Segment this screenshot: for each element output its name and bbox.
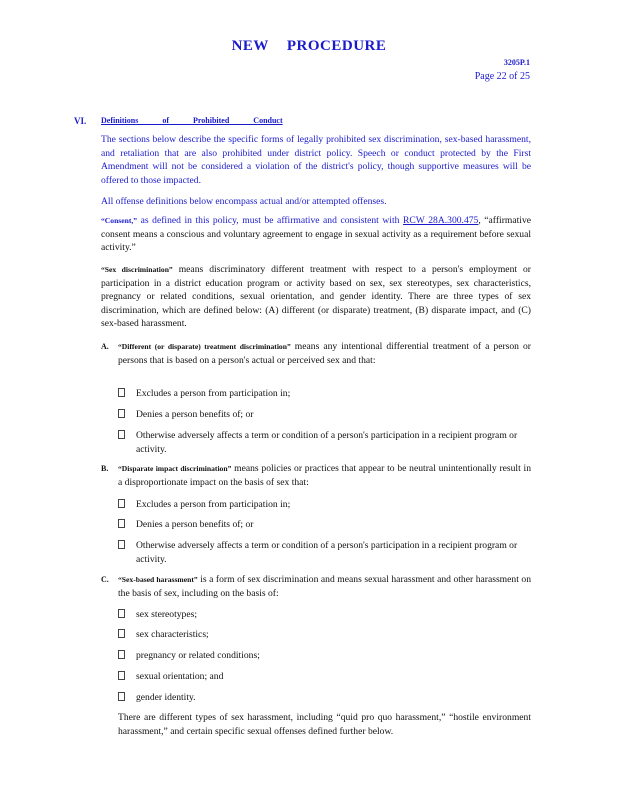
item-b xyxy=(101,462,531,489)
rcw-link[interactable]: RCW 28A.300.475 xyxy=(403,215,479,226)
item-a-label: “Different (or disparate) treatment discrimination” xyxy=(118,342,291,351)
consent-definition xyxy=(101,214,531,255)
item-c-closing: There are different types of sex harassment, including “quid pro quo harassment,” “hostile environment harassment,” and certain specific sexual offenses defined further below. xyxy=(118,712,531,737)
sex-discrimination-definition xyxy=(101,263,531,331)
section-number: VI. xyxy=(74,116,87,126)
consent-text-1: as defined in this policy, must be affirmative and consistent with xyxy=(137,215,403,226)
list-item: gender identity. xyxy=(118,691,531,705)
item-a-letter: A. xyxy=(101,342,109,351)
document-number: 3205P.1 xyxy=(503,58,530,67)
list-item: Excludes a person from participation in; xyxy=(118,387,531,401)
item-c-letter: C. xyxy=(101,575,109,584)
list-item: Otherwise adversely affects a term or condition of a person's participation in a recipient program or activity. xyxy=(118,429,531,456)
bullet-box-icon xyxy=(118,609,125,618)
list-item: pregnancy or related conditions; xyxy=(118,649,531,663)
item-b-text: means policies or practices that appear to be neutral unintentionally result in a disproportionate impact on the basis of sex that: xyxy=(118,463,531,488)
list-item: sex characteristics; xyxy=(118,628,531,642)
item-a xyxy=(101,340,531,367)
bullet-box-icon xyxy=(118,499,125,508)
bullet-box-icon xyxy=(118,540,125,549)
item-c-label: “Sex-based harassment” xyxy=(118,575,198,584)
bullet-box-icon xyxy=(118,430,125,439)
bullet-box-icon xyxy=(118,692,125,701)
bullet-box-icon xyxy=(118,650,125,659)
list-item: Excludes a person from participation in; xyxy=(118,498,531,512)
sex-discrimination-label: “Sex discrimination” xyxy=(101,265,173,274)
item-b-label: “Disparate impact discrimination” xyxy=(118,464,232,473)
item-c xyxy=(101,573,531,600)
section-title: Definitions of Prohibited Conduct xyxy=(101,116,283,125)
item-a-text: means any intentional differential treatment of a person or persons that is based on a person's actual or perceived sex and that: xyxy=(118,341,532,366)
section-intro: The sections below describe the specific forms of legally prohibited sex discrimination, sex-based harassment, and retaliation that are also prohibited under district policy. Speech or conduct protected by the First Amendment will not be considered a violation of the district's policy, though supportive measures will be offered to those impacted. xyxy=(101,134,531,186)
consent-label: “Consent,” xyxy=(101,216,138,225)
bullet-box-icon xyxy=(118,409,125,418)
bullet-box-icon xyxy=(118,671,125,680)
page-number: Page 22 of 25 xyxy=(474,71,530,82)
bullet-box-icon xyxy=(118,629,125,638)
list-item: Denies a person benefits of; or xyxy=(118,408,531,422)
consent-text-2: , “affirmative consent means a conscious and voluntary agreement to engage in sexual activity as a requirement before sexual activity.” xyxy=(101,215,531,254)
item-c-text: is a form of sex discrimination and means sexual harassment and other harassment on the basis of sex, including on the basis of: xyxy=(118,574,531,599)
bullet-box-icon xyxy=(118,388,125,397)
section-intro-2: All offense definitions below encompass actual and/or attempted offenses. xyxy=(101,196,387,207)
sex-discrimination-text: means discriminatory different treatment with respect to a person's employment or participation in a district education program or activity based on sex, sex stereotypes, sex characteristics, pregnancy or related conditions, sexual orientation, and gender identity. There are three types of sex discrimination, which are defined below: (A) different (or disparate) treatment, (B) disparate impact, and (C) sex-based harassment. xyxy=(101,264,532,330)
list-item: Otherwise adversely affects a term or condition of a person's participation in a recipient program or activity. xyxy=(118,539,531,566)
document-title: NEW PROCEDURE xyxy=(231,38,387,54)
list-item: Denies a person benefits of; or xyxy=(118,518,531,532)
list-item: sexual orientation; and xyxy=(118,670,531,684)
list-item: sex stereotypes; xyxy=(118,608,531,622)
item-b-letter: B. xyxy=(101,464,109,473)
bullet-box-icon xyxy=(118,519,125,528)
